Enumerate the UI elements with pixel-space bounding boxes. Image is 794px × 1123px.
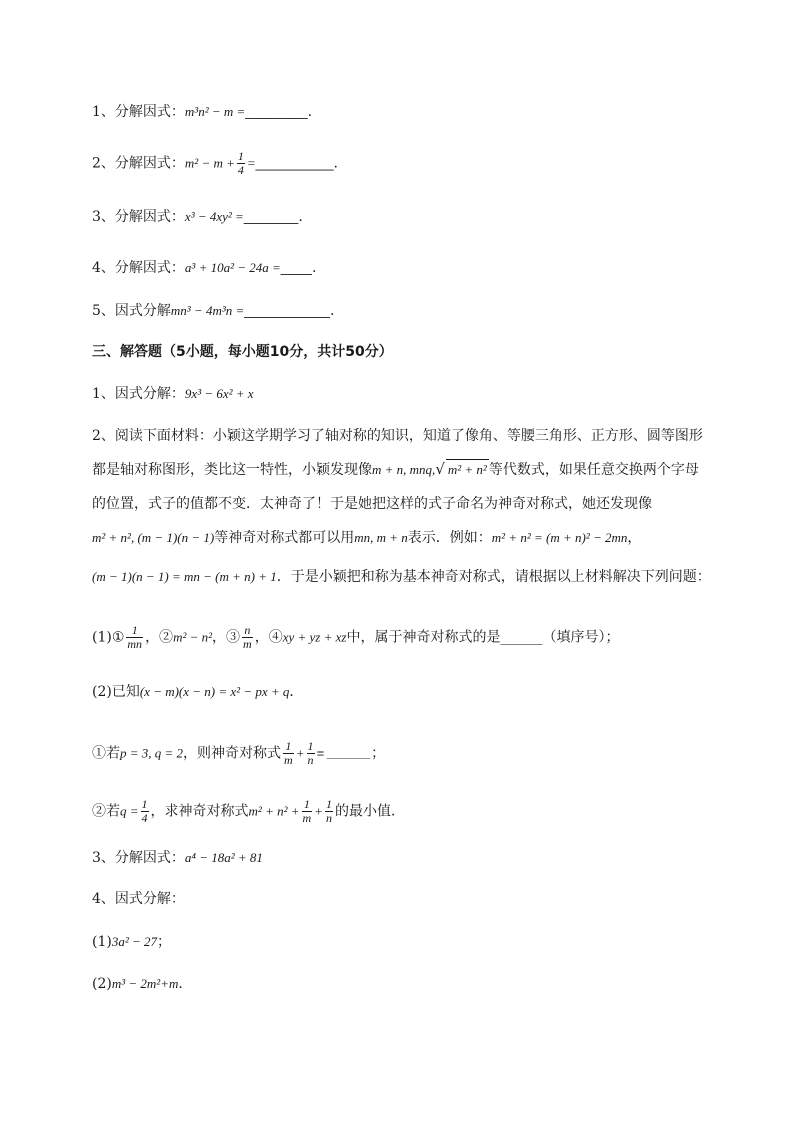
fraction-denominator: mn (127, 637, 143, 651)
question-expression: a⁴ − 18a² + 81 (184, 850, 263, 865)
inline-math: m² − n² (173, 629, 213, 645)
item-label: 分解因式： (114, 260, 185, 276)
section-heading: 三、解答题（5小题，每小题10分，共计50分） (92, 344, 393, 360)
sub-label: (1) (92, 934, 112, 950)
item-end: . (307, 104, 313, 120)
question-number: 4、 (92, 891, 115, 907)
paragraph-text: ． (289, 684, 304, 700)
inline-math: 3a² − 27 (111, 934, 158, 949)
separator-text: ，④ (254, 629, 283, 646)
item-number: 1、 (92, 104, 115, 120)
item-end: . (311, 260, 317, 276)
item-expression: mn³ − 4m³n = (170, 303, 245, 318)
answer-blank: ___________ (244, 302, 330, 318)
fill-item-3 (92, 206, 303, 227)
fill-item-5 (92, 300, 334, 321)
fraction-1-over-n: $\frac{1}{n}$ (307, 739, 314, 767)
fraction-numerator: 1 (237, 149, 244, 163)
inline-math: q = (120, 803, 139, 819)
question-4 (92, 889, 185, 909)
paragraph-text: ， (627, 530, 642, 546)
q2-sub-1 (92, 624, 619, 651)
item-number: 5、 (92, 303, 115, 319)
item-label: 分解因式： (114, 209, 185, 225)
question-label: 因式分解： (114, 891, 185, 907)
fraction-1-over-m: $\frac{1}{m}$ (284, 739, 293, 767)
item-number: 3、 (92, 209, 115, 225)
item-end: . (298, 209, 303, 225)
fill-item-1 (92, 101, 312, 122)
inline-math: m² + n² = (m + n)² − 2mn (491, 530, 628, 545)
item-end: . (333, 155, 338, 172)
fraction-denominator: m (243, 637, 252, 651)
separator-text: ，② (145, 629, 174, 646)
question-number: 2、 (92, 428, 115, 444)
question-label: 因式分解： (114, 386, 185, 402)
item-label: 分解因式： (114, 155, 185, 172)
question-number: 1、 (92, 386, 115, 402)
sub-label: (1)① (92, 629, 125, 646)
item-end: . (329, 303, 335, 319)
item-label: 因式分解 (114, 303, 171, 319)
paragraph-text: ，则神奇对称式 (183, 745, 282, 762)
item-expression: m² − m + (184, 155, 235, 171)
fraction-1-over-4: $\frac{1}{4}$ (141, 797, 148, 825)
item-expression: a³ + 10a² − 24a = (184, 260, 281, 275)
fraction (242, 624, 253, 651)
question-4-sub-1 (92, 932, 171, 952)
inline-math: p = 3, q = 2 (120, 745, 184, 761)
q2-sub-2-2: ②若q = $\frac{1}{4}$ ，求神奇对称式m² + n² + $\frac{1}{m}$ + $\frac{1}{n}$ 的最小值． (92, 797, 405, 825)
paragraph-text: ； (371, 745, 386, 762)
inline-math: xy + yz + xz (282, 629, 347, 645)
fraction-denominator: 4 (237, 163, 244, 177)
paragraph-text: ．于是小颖把和称为基本神奇对称式，请根据以上材料解决下列问题： (276, 569, 711, 585)
q2-line-4 (92, 528, 641, 548)
q2-line-2 (92, 459, 699, 480)
paragraph-text: . (178, 976, 183, 992)
fraction-1-over-n: $\frac{1}{n}$ (325, 797, 332, 825)
sqrt-radicand: m² + n² (446, 459, 489, 480)
item-expression: m³n² − m = (184, 104, 246, 119)
question-label: 分解因式： (114, 850, 185, 866)
sub-label: (2) (92, 976, 112, 992)
question-4-sub-2 (92, 974, 183, 994)
item-expression: x³ − 4xy² = (184, 209, 244, 224)
inline-math: m² + n² + (248, 803, 300, 819)
inline-math: (x − m)(x − n) = x² − px + q (139, 684, 290, 699)
fraction-numerator: n (242, 624, 253, 638)
inline-math: m² + n², (m − 1)(n − 1) (92, 530, 215, 545)
q2-line-3 (92, 494, 652, 514)
inline-math: (m − 1)(n − 1) = mn − (m + n) + 1 (92, 569, 277, 584)
inline-math: m³ − 2m²+m (111, 976, 179, 991)
paragraph-text: ； (157, 934, 172, 950)
paragraph-text: 等代数式，如果任意交换两个字母 (488, 462, 699, 478)
answer-blank: _______ (243, 208, 299, 224)
inline-math: m + n, mnq, (372, 462, 436, 477)
fraction (237, 150, 245, 177)
item-number: 2、 (92, 155, 115, 172)
q2-line-1 (92, 426, 703, 446)
item-label: 分解因式： (114, 104, 185, 120)
sub-label: ①若 (92, 745, 120, 762)
item-expression-equals: = (246, 155, 256, 171)
item-number: 4、 (92, 260, 115, 276)
answer-blank: __________ (255, 154, 334, 171)
fraction-1-over-m: $\frac{1}{m}$ (302, 797, 312, 825)
answer-blank: ________ (245, 103, 308, 119)
fill-item-2 (92, 150, 338, 177)
answer-blank: ____ (280, 259, 312, 275)
sqrt-icon: √ (435, 460, 445, 478)
question-number: 3、 (92, 850, 115, 866)
q2-sub-2-1: ①若p = 3, q = 2，则神奇对称式 $\frac{1}{m}$ + $\frac{1}{n}$ = ______； (92, 739, 386, 767)
fraction-numerator: 1 (126, 624, 143, 638)
paragraph-text: 的最小值． (334, 803, 405, 820)
question-1 (92, 384, 254, 404)
sub-label: (2)已知 (92, 684, 140, 700)
paragraph-text: 阅读下面材料：小颖这学期学习了轴对称的知识，知道了像角、等腰三角形、正方形、圆等图形 (114, 428, 703, 444)
q2-line-5 (92, 567, 711, 587)
paragraph-text: 的位置，式子的值都不变．太神奇了！于是她把这样的式子命名为神奇对称式，她还发现像 (92, 496, 652, 512)
sub-label: ②若 (92, 803, 120, 820)
paragraph-text: 都是轴对称图形，类比这一特性，小颖发现像 (92, 462, 372, 478)
answer-blank: = ______ (316, 745, 372, 761)
separator-text: ，③ (212, 629, 241, 646)
fraction (126, 624, 143, 651)
q2-sub-2 (92, 682, 303, 702)
paragraph-text: 表示．例如： (407, 530, 492, 546)
question-expression: 9x³ − 6x² + x (184, 386, 254, 401)
paragraph-text: ，求神奇对称式 (150, 803, 249, 820)
inline-math: mn, m + n (354, 530, 408, 545)
paragraph-text: 等神奇对称式都可以用 (214, 530, 355, 546)
paragraph-text: 中，属于神奇对称式的是______（填序号）； (346, 629, 620, 646)
question-3 (92, 848, 263, 868)
fill-item-4 (92, 257, 316, 278)
